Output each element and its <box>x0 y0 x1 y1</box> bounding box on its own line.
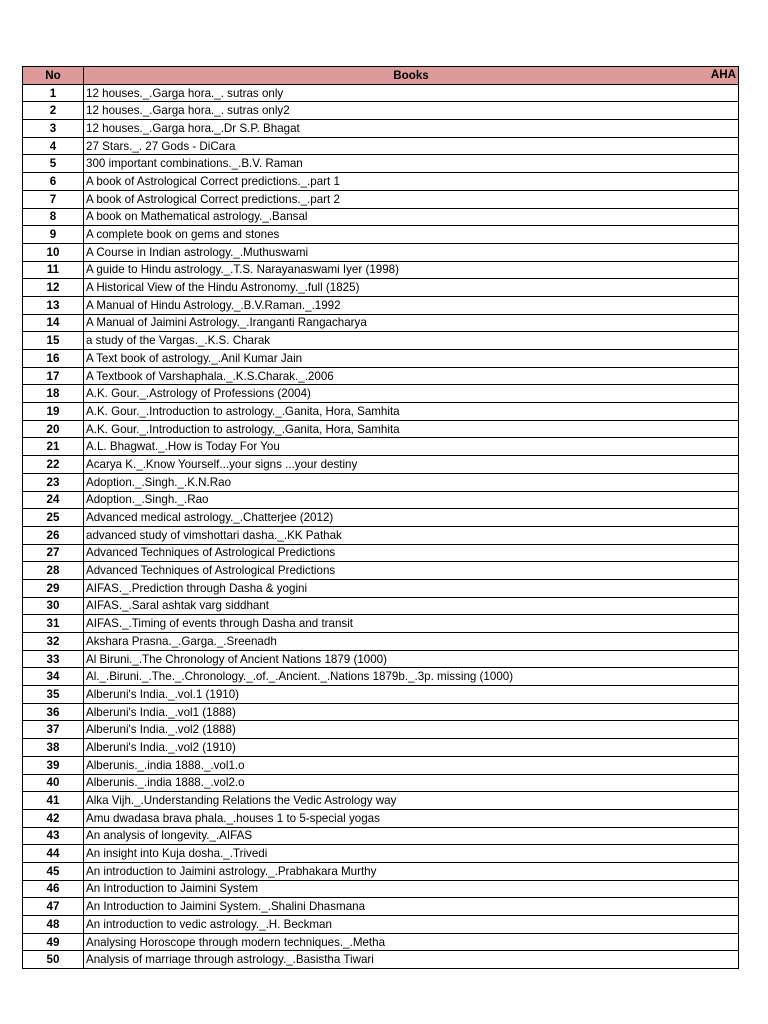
table-row <box>23 827 739 845</box>
row-number: 50 <box>23 951 84 969</box>
row-number: 41 <box>23 792 84 810</box>
book-title: Alberuni's India._.vol2 (1910) <box>84 739 739 757</box>
book-title: Advanced Techniques of Astrological Predictions <box>84 544 739 562</box>
book-title: advanced study of vimshottari dasha._.KK Pathak <box>84 526 739 544</box>
row-number: 44 <box>23 845 84 863</box>
row-number: 30 <box>23 597 84 615</box>
book-title: A.K. Gour._.Introduction to astrology._.Ganita, Hora, Samhita <box>84 420 739 438</box>
row-number: 15 <box>23 332 84 350</box>
book-title: An insight into Kuja dosha._.Trivedi <box>84 845 739 863</box>
table-row <box>23 243 739 261</box>
book-title: 27 Stars._. 27 Gods - DiCara <box>84 137 739 155</box>
table-row <box>23 190 739 208</box>
row-number: 46 <box>23 880 84 898</box>
row-number: 27 <box>23 544 84 562</box>
row-number: 29 <box>23 579 84 597</box>
table-body <box>23 84 739 968</box>
book-title: Advanced Techniques of Astrological Predictions <box>84 562 739 580</box>
header-books-label: Books <box>393 68 429 82</box>
row-number: 5 <box>23 155 84 173</box>
row-number: 20 <box>23 420 84 438</box>
row-number: 38 <box>23 739 84 757</box>
table-row <box>23 739 739 757</box>
row-number: 31 <box>23 615 84 633</box>
book-title: 12 houses._.Garga hora._.Dr S.P. Bhagat <box>84 120 739 138</box>
row-number: 28 <box>23 562 84 580</box>
table-row <box>23 792 739 810</box>
row-number: 4 <box>23 137 84 155</box>
table-row <box>23 703 739 721</box>
book-title: A.K. Gour._.Astrology of Professions (2004) <box>84 385 739 403</box>
row-number: 24 <box>23 491 84 509</box>
table-row <box>23 208 739 226</box>
header-row <box>23 67 739 85</box>
row-number: 13 <box>23 296 84 314</box>
table-row <box>23 155 739 173</box>
table-row <box>23 650 739 668</box>
row-number: 16 <box>23 350 84 368</box>
book-title: Alka Vijh._.Understanding Relations the Vedic Astrology way <box>84 792 739 810</box>
book-title: Al Biruni._.The Chronology of Ancient Nations 1879 (1000) <box>84 650 739 668</box>
table-row <box>23 403 739 421</box>
row-number: 40 <box>23 774 84 792</box>
table-row <box>23 668 739 686</box>
table-row <box>23 951 739 969</box>
row-number: 22 <box>23 456 84 474</box>
row-number: 6 <box>23 173 84 191</box>
book-title: A guide to Hindu astrology._.T.S. Narayanaswami Iyer (1998) <box>84 261 739 279</box>
book-title: Adoption._.Singh._.Rao <box>84 491 739 509</box>
book-title: A book on Mathematical astrology._.Bansal <box>84 208 739 226</box>
table-row <box>23 367 739 385</box>
table-row <box>23 332 739 350</box>
table-row <box>23 597 739 615</box>
book-title: Advanced medical astrology._.Chatterjee (2012) <box>84 509 739 527</box>
table-row <box>23 774 739 792</box>
table-row <box>23 916 739 934</box>
row-number: 12 <box>23 279 84 297</box>
table-row <box>23 509 739 527</box>
book-title: Analysing Horoscope through modern techniques._.Metha <box>84 933 739 951</box>
book-title: AIFAS._.Saral ashtak varg siddhant <box>84 597 739 615</box>
table-row <box>23 120 739 138</box>
book-title: Alberuni's India._.vol.1 (1910) <box>84 686 739 704</box>
book-title: Amu dwadasa brava phala._.houses 1 to 5-special yogas <box>84 809 739 827</box>
row-number: 48 <box>23 916 84 934</box>
table-row <box>23 809 739 827</box>
table-row <box>23 420 739 438</box>
table-row <box>23 615 739 633</box>
book-title: An Introduction to Jaimini System <box>84 880 739 898</box>
book-title: Alberunis._.india 1888._.vol2.o <box>84 774 739 792</box>
row-number: 39 <box>23 756 84 774</box>
book-title: Acarya K._.Know Yourself...your signs ...your destiny <box>84 456 739 474</box>
header-no: No <box>23 67 84 85</box>
table-row <box>23 261 739 279</box>
book-title: A Text book of astrology._.Anil Kumar Jain <box>84 350 739 368</box>
row-number: 35 <box>23 686 84 704</box>
row-number: 26 <box>23 526 84 544</box>
book-title: A.L. Bhagwat._.How is Today For You <box>84 438 739 456</box>
book-title: Alberunis._.india 1888._.vol1.o <box>84 756 739 774</box>
book-title: A Course in Indian astrology._.Muthuswami <box>84 243 739 261</box>
book-title: An introduction to vedic astrology._.H. Beckman <box>84 916 739 934</box>
book-title: Alberuni's India._.vol2 (1888) <box>84 721 739 739</box>
book-title: A Manual of Hindu Astrology._.B.V.Raman._.1992 <box>84 296 739 314</box>
row-number: 11 <box>23 261 84 279</box>
table-row <box>23 526 739 544</box>
table-row <box>23 102 739 120</box>
book-title: A Historical View of the Hindu Astronomy._.full (1825) <box>84 279 739 297</box>
table-row <box>23 862 739 880</box>
book-title: A book of Astrological Correct predictions._.part 1 <box>84 173 739 191</box>
row-number: 42 <box>23 809 84 827</box>
table-row <box>23 473 739 491</box>
table-row <box>23 562 739 580</box>
book-title: An analysis of longevity._.AIFAS <box>84 827 739 845</box>
book-title: An introduction to Jaimini astrology._.Prabhakara Murthy <box>84 862 739 880</box>
book-title: Analysis of marriage through astrology._.Basistha Tiwari <box>84 951 739 969</box>
book-title: 300 important combinations._.B.V. Raman <box>84 155 739 173</box>
table-row <box>23 385 739 403</box>
book-title: 12 houses._.Garga hora._. sutras only <box>84 84 739 102</box>
table-row <box>23 579 739 597</box>
book-title: A.K. Gour._.Introduction to astrology._.Ganita, Hora, Samhita <box>84 403 739 421</box>
book-title: a study of the Vargas._.K.S. Charak <box>84 332 739 350</box>
books-table <box>22 66 739 969</box>
book-title: 12 houses._.Garga hora._. sutras only2 <box>84 102 739 120</box>
table-row <box>23 84 739 102</box>
book-title: An Introduction to Jaimini System._.Shalini Dhasmana <box>84 898 739 916</box>
table-row <box>23 756 739 774</box>
row-number: 7 <box>23 190 84 208</box>
book-title: A book of Astrological Correct predictions._.part 2 <box>84 190 739 208</box>
row-number: 8 <box>23 208 84 226</box>
header-books <box>84 67 739 85</box>
row-number: 33 <box>23 650 84 668</box>
row-number: 45 <box>23 862 84 880</box>
row-number: 32 <box>23 633 84 651</box>
book-title: A complete book on gems and stones <box>84 226 739 244</box>
table-row <box>23 173 739 191</box>
row-number: 18 <box>23 385 84 403</box>
table-row <box>23 279 739 297</box>
row-number: 25 <box>23 509 84 527</box>
row-number: 21 <box>23 438 84 456</box>
book-title: A Manual of Jaimini Astrology._.Iranganti Rangacharya <box>84 314 739 332</box>
row-number: 23 <box>23 473 84 491</box>
table-row <box>23 456 739 474</box>
table-row <box>23 296 739 314</box>
table-row <box>23 933 739 951</box>
book-title: Alberuni's India._.vol1 (1888) <box>84 703 739 721</box>
row-number: 3 <box>23 120 84 138</box>
book-title: Adoption._.Singh._.K.N.Rao <box>84 473 739 491</box>
book-title: AIFAS._.Prediction through Dasha & yogini <box>84 579 739 597</box>
book-title: A Textbook of Varshaphala._.K.S.Charak._.2006 <box>84 367 739 385</box>
table-row <box>23 721 739 739</box>
table-row <box>23 633 739 651</box>
row-number: 14 <box>23 314 84 332</box>
table-row <box>23 314 739 332</box>
table-row <box>23 350 739 368</box>
row-number: 19 <box>23 403 84 421</box>
table-row <box>23 137 739 155</box>
table-row <box>23 438 739 456</box>
row-number: 10 <box>23 243 84 261</box>
book-title: AIFAS._.Timing of events through Dasha and transit <box>84 615 739 633</box>
row-number: 49 <box>23 933 84 951</box>
row-number: 9 <box>23 226 84 244</box>
table-row <box>23 880 739 898</box>
row-number: 34 <box>23 668 84 686</box>
row-number: 37 <box>23 721 84 739</box>
row-number: 2 <box>23 102 84 120</box>
table-row <box>23 845 739 863</box>
table-row <box>23 491 739 509</box>
table-row <box>23 226 739 244</box>
table-row <box>23 544 739 562</box>
row-number: 43 <box>23 827 84 845</box>
header-aha: AHA <box>710 68 736 81</box>
row-number: 47 <box>23 898 84 916</box>
table-row <box>23 898 739 916</box>
book-title: Akshara Prasna._.Garga._.Sreenadh <box>84 633 739 651</box>
row-number: 1 <box>23 84 84 102</box>
row-number: 17 <box>23 367 84 385</box>
row-number: 36 <box>23 703 84 721</box>
book-title: Al._.Biruni._.The._.Chronology._.of._.Ancient._.Nations 1879b._.3p. missing (1000) <box>84 668 739 686</box>
table-row <box>23 686 739 704</box>
